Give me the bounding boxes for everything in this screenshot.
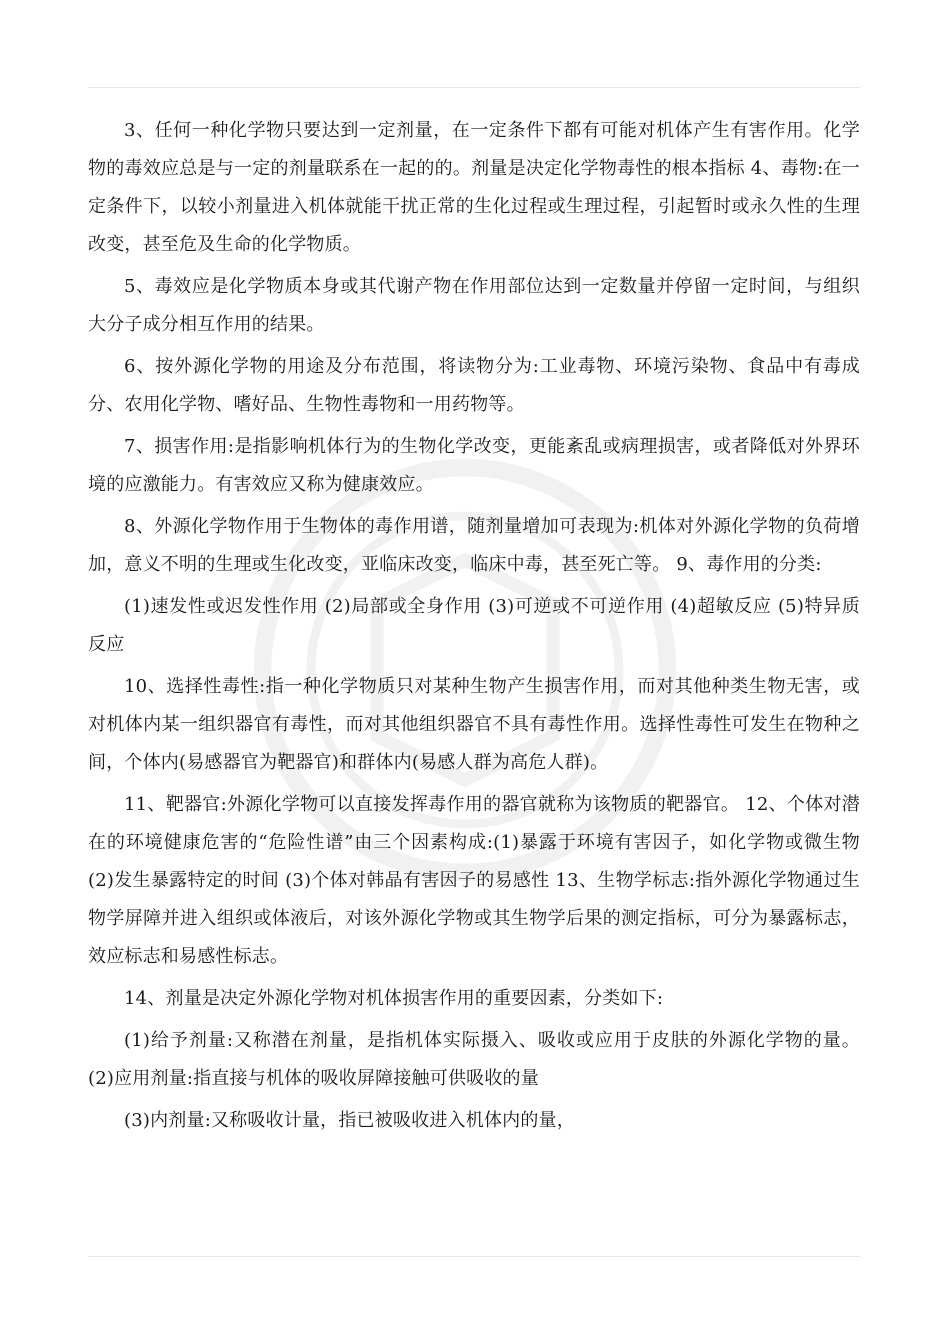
footer-divider xyxy=(88,1256,860,1257)
paragraph-14-list-1-2: (1)给予剂量:又称潜在剂量，是指机体实际摄入、吸收或应用于皮肤的外源化学物的量。 (2)应用剂量:指直接与机体的吸收屏障接触可供吸收的量 xyxy=(88,1030,860,1089)
paragraph-10: 10、选择性毒性:指一种化学物质只对某种生物产生损害作用，而对其他种类生物无害，或对机体内某一组织器官有毒性，而对其他组织器官不具有毒性作用。选择性毒性可发生在物种之间，个体内(易感器官为靶器官)和群体内(易感人群为高危人群)。 xyxy=(88,676,860,773)
paragraph-9-list: (1)速发性或迟发性作用 (2)局部或全身作用 (3)可逆或不可逆作用 (4)超敏反应 (5)特异质反应 xyxy=(88,596,860,655)
paragraph-3-4: 3、任何一种化学物只要达到一定剂量，在一定条件下都有可能对机体产生有害作用。化学物的毒效应总是与一定的剂量联系在一起的的。剂量是决定化学物毒性的根本指标 4、毒物:在一定条件下，以较小剂量进入机体就能干扰正常的生化过程或生理过程，引起暂时或永久性的生理改变，甚至危及生命的化学物质。 xyxy=(88,120,860,255)
paragraph-6: 6、按外源化学物的用途及分布范围，将读物分为:工业毒物、环境污染物、食品中有毒成分、农用化学物、嗜好品、生物性毒物和一用药物等。 xyxy=(88,356,860,415)
paragraph-8-9: 8、外源化学物作用于生物体的毒作用谱，随剂量增加可表现为:机体对外源化学物的负荷增加，意义不明的生理或生化改变，亚临床改变，临床中毒，甚至死亡等。 9、毒作用的分类: xyxy=(88,516,860,575)
paragraph-11-13: 11、靶器官:外源化学物可以直接发挥毒作用的器官就称为该物质的靶器官。 12、个体对潜在的环境健康危害的“危险性谱”由三个因素构成:(1)暴露于环境有害因子，如化学物或微生物 (2)发生暴露特定的时间 (3)个体对韩晶有害因子的易感性 13、生物学标志:指外源化学物通过生物学屏障并进入组织或体液后，对该外源化学物或其生物学后果的测定指标，可分为暴露标志，效应标志和易感性标志。 xyxy=(88,794,860,967)
document-body xyxy=(88,112,860,1144)
paragraph-14-list-3: (3)内剂量:又称吸收计量，指已被吸收进入机体内的量， xyxy=(124,1110,575,1131)
paragraph-7: 7、损害作用:是指影响机体行为的生物化学改变，更能紊乱或病理损害，或者降低对外界环境的应激能力。有害效应又称为健康效应。 xyxy=(88,436,860,495)
paragraph-14: 14、剂量是决定外源化学物对机体损害作用的重要因素，分类如下: xyxy=(124,988,664,1009)
header-divider xyxy=(88,87,860,88)
paragraph-5: 5、毒效应是化学物质本身或其代谢产物在作用部位达到一定数量并停留一定时间，与组织大分子成分相互作用的结果。 xyxy=(88,276,860,335)
